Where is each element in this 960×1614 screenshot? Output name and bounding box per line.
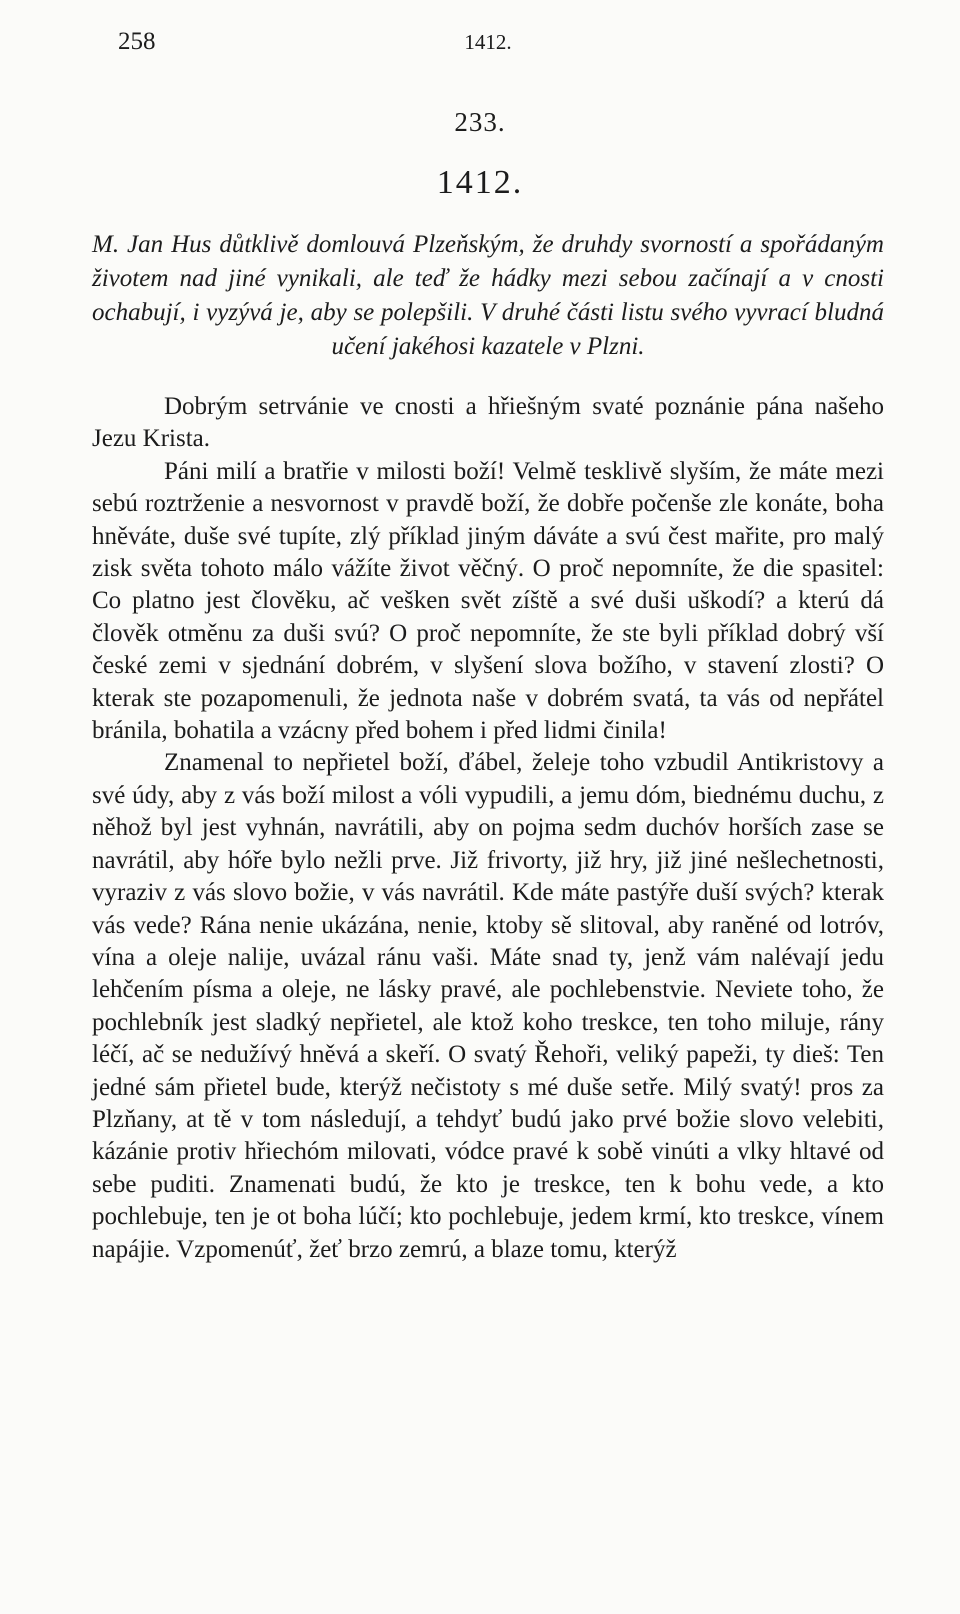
page-number: 258 <box>118 28 156 55</box>
body-paragraph: Znamenal to nepřietel boží, ďábel, želeje toho vzbudil Antikristovy a své údy, aby z vás boží milost a vóli vypudili, a jemu dóm, biednému duchu, z něhož byl jest vyhnán, navrátili, aby on pojma sedm duchóv horších zase se navrátil, aby hóře bylo nežli prve. Již frivorty, již hry, již jiné nešlechetnosti, vyraziv z vás slovo božie, v vás navrátil. Kde máte pastýře duší svých? kterak vás vede? Rána nenie ukázána, nenie, ktoby sě slitoval, aby raněné od lotróv, vína a oleje nalije, uvázal ránu vaši. Máte snad ty, jenž vám nalévají jedu lehčením písma a oleje, ne lásky pravé, ale pochlebenstvie. Neviete toho, že pochlebník jest sladký nepřietel, ale ktož koho treskce, ten toho miluje, rány léčí, ač se nedužívý hněvá a skeří. O svatý Řehoři, veliký papeži, ty dieš: Ten jedné sám přietel bude, kterýž nečistoty s mé duše setře. Milý svatý! pros za Plzňany, at tě v tom následují, a tehdyť budú jako prvé božie slovo velebiti, kázánie protiv hřiechóm milovati, vódce pravé k sobě vinúti a vlky hltavé od sebe puditi. Znamenati budú, že kto je treskce, ten k bohu vede, a kto pochlebuje, ten je ot boha lúčí; kto pochlebuje, jedem krmí, kto treskce, vínem napájie. Vzpomenúť, žeť brzo zemrú, a blaze tomu, kterýž <box>92 749 884 1263</box>
letter-summary: M. Jan Hus důtklivě domlouvá Plzeňským, že druhdy svorností a spořádaným životem nad jiné vynikali, ale teď že hádky mezi sebou začínají a v cnosti ochabují, i vyzývá je, aby se polepšili. V druhé části listu svého vyvrací bludná učení jakéhosi kazatele v Plzni. <box>92 231 884 360</box>
letter-year: 1412. <box>436 164 524 201</box>
salutation-paragraph: Dobrým setrvánie ve cnosti a hřiešným svaté poznánie pána našeho Jezu Krista. <box>92 393 884 453</box>
page-header <box>118 28 858 62</box>
running-head: 1412. <box>464 30 512 54</box>
letter-number: 233. <box>454 107 506 137</box>
letter-body <box>92 391 884 1266</box>
body-paragraph: Páni milí a bratřie v milosti boží! Velmě tesklivě slyším, že máte mezi sebú roztrženie a nesvornost v pravdě boží, že dobře počenše zle konáte, boha hněváte, duše své tupíte, zlý příklad jiným dáváte a svú čest mařite, pro malý zisk světa tohoto málo vážíte život věčný. O proč nepomníte, že die spasitel: Co platno jest člověku, ač vešken svět zíště a své duši uškodí? a kterú dá člověk otměnu za duši svú? O proč nepomníte, že ste byli příklad dobrý vší české zemi v sjednání dobrém, v slyšení slova božího, v stavení zlosti? O kterak ste pozapomenuli, že jednota naše v dobrém svatá, ta vás od nepřátel bránila, bohatila a vzácny před bohem i před lidmi činila! <box>92 457 884 745</box>
